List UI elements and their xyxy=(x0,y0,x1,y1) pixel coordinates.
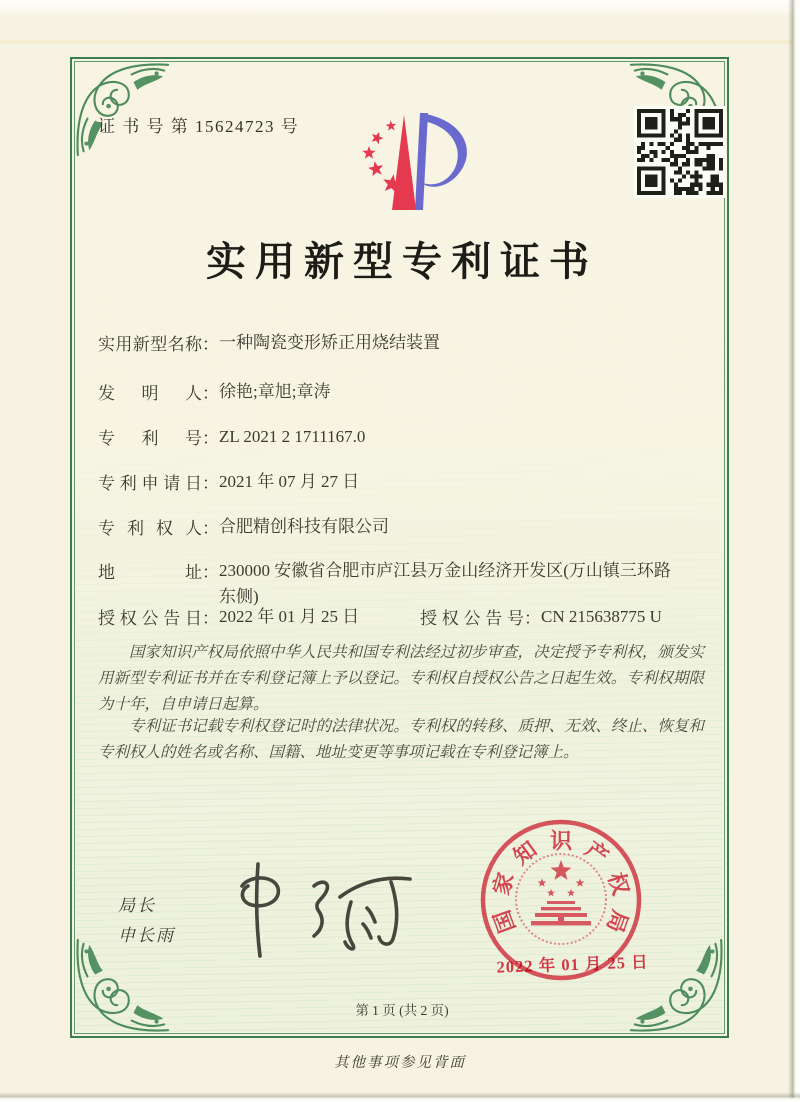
field-value: 230000 安徽省合肥市庐江县万金山经济开发区(万山镇三环路东侧) xyxy=(219,561,671,606)
scan-edge-bottom xyxy=(0,1092,800,1102)
field-label: 授权公告日 xyxy=(98,609,202,628)
field-label: 专利权人 xyxy=(98,519,202,538)
field-label: 专利号 xyxy=(98,429,202,448)
field-row-patentee: 专利权人 ： 合肥精创科技有限公司 xyxy=(98,514,389,540)
svg-text:产: 产 xyxy=(580,836,614,870)
scan-edge-top xyxy=(0,0,800,16)
field-label: 专利申请日 xyxy=(98,474,202,493)
certificate-title: 实用新型专利证书 xyxy=(206,239,598,284)
svg-text:局: 局 xyxy=(601,906,633,937)
field-value: CN 215638775 U xyxy=(541,607,662,626)
cnipa-logo-icon xyxy=(336,110,472,214)
field-row-inventors: 发明人 ： 徐艳;章旭;章涛 xyxy=(98,379,330,405)
seal-date: 2022 年 01 月 25 日 xyxy=(496,952,649,977)
field-label: 地址 xyxy=(98,563,202,582)
field-value: 2021 年 07 月 27 日 xyxy=(219,472,360,491)
field-label: 实用新型名称 xyxy=(98,335,202,354)
commissioner-title: 局长 xyxy=(118,896,156,915)
legal-paragraph: 国家知识产权局依照中华人民共和国专利法经过初步审查，决定授予专利权，颁发实用新型专利证书并在专利登记簿上予以登记。专利权自授权公告之日起生效。专利权期限为十年，自申请日起算。 xyxy=(98,644,704,713)
legal-paragraph: 专利证书记载专利权登记时的法律状况。专利权的转移、质押、无效、终止、恢复和专利权人的姓名或名称、国籍、地址变更等事项记载在专利登记簿上。 xyxy=(98,718,704,761)
field-value: 一种陶瓷变形矫正用烧结装置 xyxy=(219,333,440,352)
svg-text:国: 国 xyxy=(489,906,521,937)
svg-text:权: 权 xyxy=(603,869,634,898)
field-row-grant: 授权公告日 ： 2022 年 01 月 25 日 授权公告号 ： CN 215638775 U xyxy=(98,604,704,630)
field-value: 2022 年 01 月 25 日 xyxy=(219,607,360,626)
field-label: 授权公告号 xyxy=(420,609,524,628)
scan-edge-right xyxy=(788,0,800,1102)
field-value: 徐艳;章旭;章涛 xyxy=(219,382,331,401)
field-row-filing-date: 专利申请日 ： 2021 年 07 月 27 日 xyxy=(98,469,359,495)
qr-code xyxy=(634,106,726,198)
field-value: 合肥精创科技有限公司 xyxy=(219,517,389,536)
scan-artifact-line xyxy=(0,40,800,44)
svg-text:家: 家 xyxy=(488,869,519,898)
field-row-patent-number: 专利号 ： ZL 2021 2 1711167.0 xyxy=(98,424,365,450)
field-row-name: 实用新型名称 ： 一种陶瓷变形矫正用烧结装置 xyxy=(98,330,440,356)
field-row-address: 地址 ： 230000 安徽省合肥市庐江县万金山经济开发区(万山镇三环路东侧) xyxy=(98,558,671,610)
back-side-note: 其他事项参见背面 xyxy=(334,1055,466,1071)
svg-text:知: 知 xyxy=(508,836,542,870)
page-number: 第 1 页 (共 2 页) xyxy=(355,1003,449,1018)
field-label: 发明人 xyxy=(98,384,202,403)
svg-text:识: 识 xyxy=(549,828,573,854)
certificate-number: 证 书 号 第 15624723 号 xyxy=(98,117,300,136)
corner-ornament-icon xyxy=(74,938,170,1034)
handwritten-signature-icon xyxy=(222,852,432,967)
field-value: ZL 2021 2 1711167.0 xyxy=(219,427,366,446)
commissioner-name: 申长雨 xyxy=(118,926,175,945)
corner-ornament-icon xyxy=(74,61,170,157)
